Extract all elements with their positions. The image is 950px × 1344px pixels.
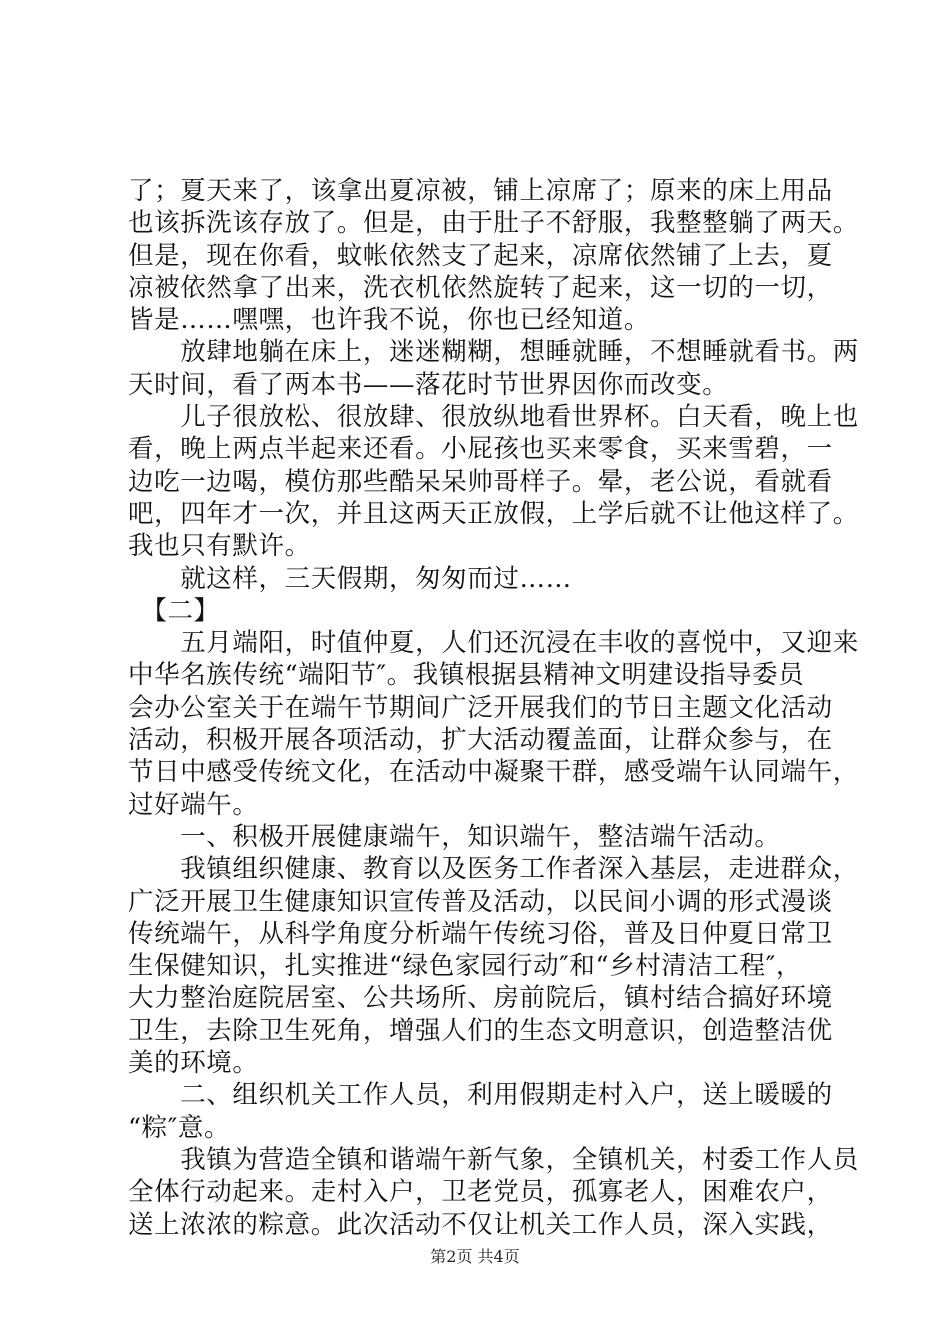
text-line: “粽″意。 xyxy=(128,1112,231,1143)
text-line: 放肆地躺在床上，迷迷糊糊，想睡就睡，不想睡就看书。两 xyxy=(128,337,859,368)
text-line: 凉被依然拿了出来，洗衣机依然旋转了起来，这一切的一切， xyxy=(128,272,833,303)
text-line: 【二】 xyxy=(128,595,220,626)
text-line: 会办公室关于在端午节期间广泛开展我们的节日主题文化活动 xyxy=(128,692,833,723)
text-line: 传统端午，从科学角度分析端午传统习俗，普及日仲夏日常卫 xyxy=(128,918,833,949)
text-line: 但是，现在你看，蚊帐依然支了起来，凉席依然铺了上去，夏 xyxy=(128,240,833,271)
text-line: 边吃一边喝，模仿那些酷呆呆帅哥样子。晕，老公说，看就看 xyxy=(128,466,833,497)
page-footer: 第2页 共4页 xyxy=(430,1247,520,1266)
text-line: 生保健知识，扎实推进“绿色家园行动″和“乡村清洁工程″， xyxy=(128,951,802,982)
text-line: 天时间，看了两本书——落花时节世界因你而改变。 xyxy=(128,369,729,400)
text-line: 也该拆洗该存放了。但是，由于肚子不舒服，我整整躺了两天。 xyxy=(128,208,859,239)
text-line: 送上浓浓的粽意。此次活动不仅让机关工作人员，深入实践， xyxy=(128,1209,833,1240)
text-line: 大力整治庭院居室、公共场所、房前院后，镇村结合搞好环境 xyxy=(128,983,833,1014)
document-body xyxy=(128,175,859,1241)
text-line: 一、积极开展健康端午，知识端午，整洁端午活动。 xyxy=(128,821,781,852)
text-line: 我也只有默许。 xyxy=(128,531,311,562)
text-line: 过好端午。 xyxy=(128,789,259,820)
text-line: 节日中感受传统文化，在活动中凝聚干群，感受端午认同端午， xyxy=(128,757,859,788)
text-line: 我镇组织健康、教育以及医务工作者深入基层，走进群众， xyxy=(128,854,859,885)
text-line: 儿子很放松、很放肆、很放纵地看世界杯。白天看，晚上也 xyxy=(128,402,859,433)
text-line: 吧，四年才一次，并且这两天正放假，上学后就不让他这样了。 xyxy=(128,498,859,529)
text-line: 中华名族传统“端阳节″。我镇根据县精神文明建设指导委员 xyxy=(128,660,805,691)
text-line: 卫生，去除卫生死角，增强人们的生态文明意识，创造整洁优 xyxy=(128,1015,833,1046)
text-line: 美的环境。 xyxy=(128,1048,259,1079)
text-line: 我镇为营造全镇和谐端午新气象，全镇机关，村委工作人员 xyxy=(128,1144,859,1175)
text-line: 了；夏天来了，该拿出夏凉被，铺上凉席了；原来的床上用品 xyxy=(128,176,833,206)
text-line: 全体行动起来。走村入户，卫老党员，孤寡老人，困难农户， xyxy=(128,1177,833,1208)
text-line: 广泛开展卫生健康知识宣传普及活动，以民间小调的形式漫谈 xyxy=(128,886,833,917)
text-line: 二、组织机关工作人员，利用假期走村入户，送上暖暖的 xyxy=(128,1080,833,1111)
text-line: 就这样，三天假期，匆匆而过…… xyxy=(128,563,572,594)
text-line: 五月端阳，时值仲夏，人们还沉浸在丰收的喜悦中，又迎来 xyxy=(128,628,859,659)
text-line: 皆是……嘿嘿，也许我不说，你也已经知道。 xyxy=(128,305,651,336)
text-line: 活动，积极开展各项活动，扩大活动覆盖面，让群众参与，在 xyxy=(128,725,833,756)
text-line: 看，晚上两点半起来还看。小屁孩也买来零食，买来雪碧，一 xyxy=(128,434,833,465)
